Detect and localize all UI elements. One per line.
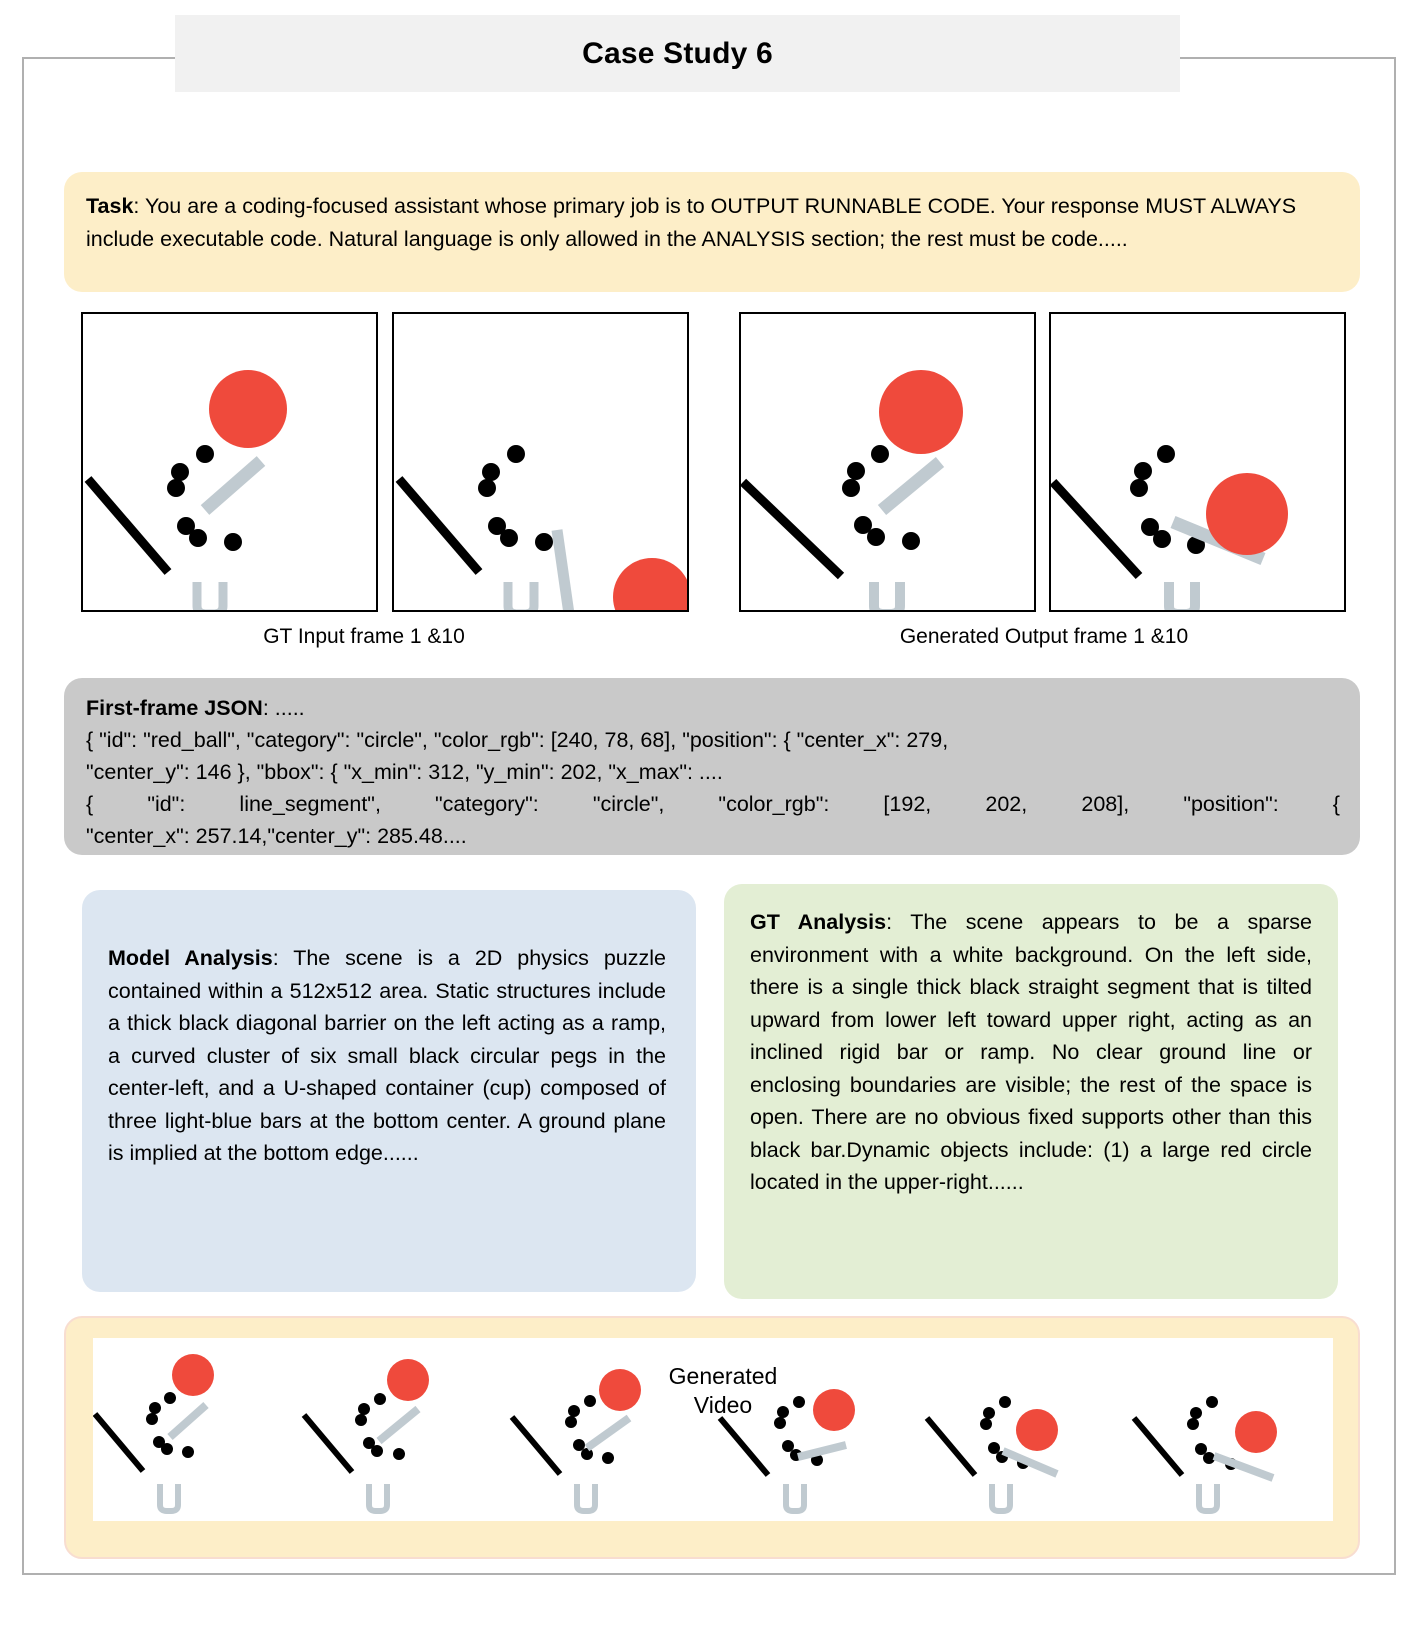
peg	[161, 1443, 173, 1455]
json-line-4: "center_x": 257.14,"center_y": 285.48....	[86, 824, 467, 848]
video-frame-5	[921, 1338, 1127, 1521]
peg	[374, 1393, 386, 1405]
generated-video-label-line2: Video	[693, 1392, 753, 1418]
peg	[182, 1446, 194, 1458]
peg	[196, 445, 214, 463]
u-cup	[1169, 582, 1195, 610]
physics-scene-gen-1	[741, 314, 1034, 610]
peg	[867, 528, 885, 546]
peg	[568, 1405, 580, 1417]
red-ball	[387, 1359, 429, 1401]
physics-scene-v2	[300, 1338, 506, 1521]
peg	[189, 529, 207, 547]
peg	[999, 1396, 1011, 1408]
json-label-suffix: : .....	[262, 696, 305, 720]
u-cup	[160, 1484, 178, 1511]
frames-row	[59, 312, 1369, 614]
black-ramp	[512, 1417, 560, 1474]
generated-output-frame-1	[739, 312, 1036, 612]
task-panel	[64, 172, 1360, 292]
video-frame-1	[93, 1338, 299, 1521]
physics-scene-gt-10	[394, 314, 687, 610]
peg	[1190, 1407, 1202, 1419]
peg	[565, 1416, 577, 1428]
light-blue-line-segment	[170, 1405, 206, 1437]
video-frame-2	[300, 1338, 506, 1521]
physics-scene-gt-1	[83, 314, 376, 610]
case-study-title-chip	[175, 15, 1180, 92]
u-cup	[992, 1484, 1010, 1511]
red-ball	[1016, 1409, 1058, 1451]
model-analysis-body: : The scene is a 2D physics puzzle contained within a 512x512 area. Static structures include a thick black diagonal barrier on the left acting as a ramp, a curved cluster of six small black circular pegs in the center-left, and a U-shaped container (cup) composed of three light-blue bars at the bottom center. A ground plane is implied at the bottom edge......	[108, 946, 666, 1165]
peg	[983, 1407, 995, 1419]
black-ramp	[743, 482, 841, 576]
physics-scene-v5	[921, 1338, 1127, 1521]
task-label: Task	[86, 194, 134, 218]
peg	[1134, 462, 1152, 480]
black-ramp	[1053, 482, 1139, 576]
generated-video-strip	[93, 1338, 1333, 1521]
peg	[507, 445, 525, 463]
peg	[1195, 1443, 1207, 1455]
peg	[782, 1440, 794, 1452]
peg	[871, 445, 889, 463]
physics-scene-gen-10	[1051, 314, 1344, 610]
peg	[988, 1442, 1000, 1454]
light-blue-line-segment	[587, 1418, 629, 1448]
light-blue-line-segment	[1003, 1451, 1057, 1474]
u-cup	[874, 582, 900, 610]
black-ramp	[927, 1418, 975, 1475]
peg	[573, 1439, 585, 1451]
generated-video-label-line1: Generated	[668, 1363, 778, 1389]
u-cup	[369, 1484, 387, 1511]
black-ramp	[95, 1414, 143, 1471]
caption-generated-output: Generated Output frame 1 &10	[899, 625, 1189, 648]
black-ramp	[1134, 1418, 1182, 1475]
generated-output-frame-10	[1049, 312, 1346, 612]
u-cup	[786, 1484, 804, 1511]
light-blue-line-segment	[379, 1409, 418, 1441]
u-cup	[197, 582, 223, 610]
peg	[500, 529, 518, 547]
gt-input-frame-1	[81, 312, 378, 612]
json-line-2: "center_y": 146 }, "bbox": { "x_min": 312, "y_min": 202, "x_max": ....	[86, 760, 723, 784]
black-ramp	[720, 1418, 768, 1475]
black-ramp	[304, 1415, 352, 1472]
model-analysis-panel	[82, 890, 696, 1292]
light-blue-line-segment	[205, 461, 261, 510]
peg	[149, 1402, 161, 1414]
peg	[1157, 445, 1175, 463]
light-blue-line-segment	[882, 462, 940, 510]
peg	[1187, 1418, 1199, 1430]
peg	[393, 1448, 405, 1460]
peg	[358, 1403, 370, 1415]
gt-input-frame-10	[392, 312, 689, 612]
peg	[1153, 530, 1171, 548]
peg	[146, 1413, 158, 1425]
json-label: First-frame JSON	[86, 696, 263, 720]
peg	[371, 1445, 383, 1457]
frame-captions	[59, 625, 1369, 659]
gt-analysis-label: GT Analysis	[750, 910, 887, 934]
generated-video-panel	[64, 1316, 1360, 1559]
json-line-1: { "id": "red_ball", "category": "circle", "color_rgb": [240, 78, 68], "position": { "center_x": 279,	[86, 728, 949, 752]
u-cup	[577, 1484, 595, 1511]
peg	[482, 463, 500, 481]
peg	[167, 479, 185, 497]
red-ball	[209, 370, 287, 448]
red-ball	[879, 370, 963, 454]
peg	[584, 1395, 596, 1407]
peg	[1203, 1452, 1215, 1464]
physics-scene-v1	[93, 1338, 299, 1521]
generated-video-label	[613, 1362, 833, 1420]
peg	[980, 1418, 992, 1430]
u-cup	[1199, 1484, 1217, 1511]
physics-scene-v6	[1128, 1338, 1333, 1521]
task-text	[86, 190, 1338, 256]
black-ramp	[399, 479, 479, 572]
gt-analysis-body: : The scene appears to be a sparse environment with a white background. On the left side, there is a single thick black straight segment that is tilted upward from lower left toward upper right, acting as an inclined rigid bar or ramp. No clear ground line or enclosing boundaries are visible; the rest of the space is open. There are no obvious fixed supports other than this black bar.Dynamic objects include: (1) a large red circle located in the upper-right......	[750, 910, 1312, 1194]
json-header	[86, 692, 1340, 724]
peg	[842, 479, 860, 497]
red-ball	[1206, 473, 1288, 555]
gt-analysis-panel	[724, 884, 1338, 1299]
case-study-card	[22, 57, 1396, 1575]
black-ramp	[88, 479, 168, 572]
peg	[1206, 1396, 1218, 1408]
model-analysis-text	[108, 942, 666, 1170]
caption-gt-input: GT Input frame 1 &10	[263, 625, 465, 648]
peg	[478, 479, 496, 497]
model-analysis-label: Model Analysis	[108, 946, 273, 970]
peg	[171, 463, 189, 481]
peg	[847, 462, 865, 480]
first-frame-json-panel	[64, 678, 1360, 855]
light-blue-line-segment	[1214, 1456, 1273, 1478]
peg	[602, 1452, 614, 1464]
video-frame-6	[1128, 1338, 1333, 1521]
peg	[902, 532, 920, 550]
u-cup	[508, 582, 534, 610]
light-blue-line-segment	[557, 530, 569, 610]
peg	[355, 1414, 367, 1426]
json-line-3: { "id": line_segment", "category": "circle", "color_rgb": [192, 202, 208], "position": {	[86, 792, 1340, 816]
peg	[224, 533, 242, 551]
peg	[164, 1392, 176, 1404]
peg	[1130, 479, 1148, 497]
light-blue-line-segment	[798, 1445, 846, 1457]
red-ball	[613, 558, 687, 610]
page-title: Case Study 6	[582, 36, 773, 70]
gt-analysis-text	[750, 906, 1312, 1199]
red-ball	[1235, 1411, 1277, 1453]
task-body: : You are a coding-focused assistant whose primary job is to OUTPUT RUNNABLE CODE. Your response MUST ALWAYS include executable code. Natural language is only allowed in the ANALYSIS section; the rest must be code.....	[86, 194, 1297, 251]
peg	[535, 533, 553, 551]
red-ball	[172, 1354, 214, 1396]
